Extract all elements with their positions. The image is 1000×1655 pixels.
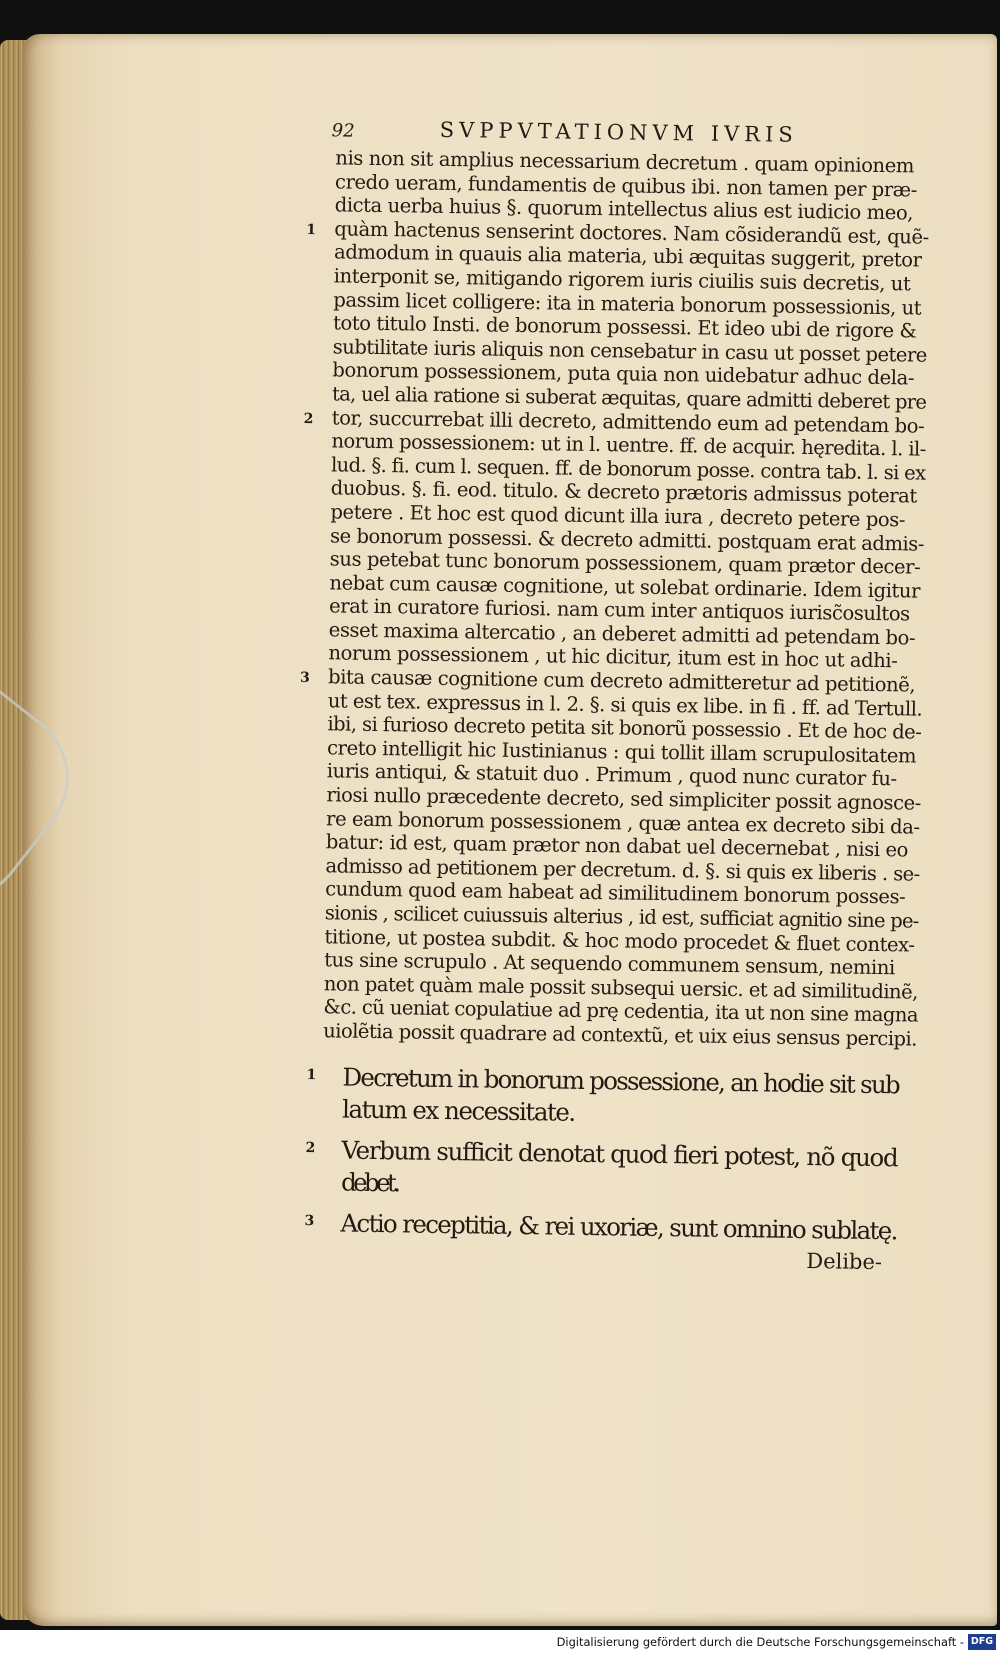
running-head: SVPPVTATIONVM IVRIS: [439, 117, 798, 147]
line-text: norum possessionem: ut in l. uentre. ff. de acquir. hęredita. l. il-: [331, 429, 926, 461]
line-text: non patet quàm male possit subsequi uersic. et ad similitudinẽ,: [323, 972, 918, 1004]
margin-number: 1: [306, 221, 316, 238]
line-text: nis non sit amplius necessarium decretum . quam opinionem: [335, 146, 915, 178]
line-text: bita causæ cognitione cum decreto admitteretur ad petitionẽ,: [327, 665, 916, 697]
line-text: dicta uerba huius §. quorum intellectus alius est iudicio meo,: [334, 193, 914, 225]
line-text: uiolẽtia possit quadrare ad contextũ, et uix eius sensus percipi.: [323, 1019, 918, 1051]
line-text: tor, succurrebat illi decreto, admittendo eum ad petendam bo-: [331, 405, 925, 438]
line-text: iuris antiqui, & statuit duo . Primum , quod nunc curator fu-: [326, 759, 897, 791]
margin-number: 2: [303, 410, 314, 427]
line-text: se bonorum possessi. & decreto admitti. postquam erat admis-: [329, 523, 925, 556]
line-text: passim licet colligere: ita in materia bonorum possessionis, ut: [333, 287, 922, 320]
note-text: debet.: [340, 1167, 398, 1197]
line-text: nebat cum causæ cognitione, ut solebat ordinarie. Idem igitur: [329, 571, 921, 603]
note-number: 2: [305, 1139, 316, 1156]
line-text: toto titulo Insti. de bonorum possessi. Et ideo ubi de rigore &: [332, 311, 917, 343]
line-text: sus petebat tunc bonorum possessionem, quam prætor decer-: [329, 547, 921, 579]
line-text: sionis , scilicet cuiussuis alterius , id est, sufficiat agnitio sine pe-: [324, 901, 919, 933]
side-notes-block: [300, 1061, 916, 1248]
note-text: Verbum sufficit denotat quod fieri potest, nõ quod: [341, 1135, 898, 1172]
note-text: Actio receptitia, & rei uxoriæ, sunt omnino sublatę.: [340, 1208, 897, 1245]
printed-page: [294, 112, 930, 1274]
line-text: quàm hactenus senserint doctores. Nam cõsiderandũ est, quẽ-: [334, 217, 929, 249]
line-text: erat in curatore furiosi. nam cum inter antiquos iurisc̃osultos: [328, 594, 910, 626]
line-text: petere . Et hoc est quod dicunt illa iura , decreto petere pos-: [330, 500, 906, 532]
line-text: esset maxima altercatio , an deberet admitti ad petendam bo-: [328, 618, 916, 650]
note-item: [300, 1207, 914, 1248]
line-text: norum possessionem , ut hic dicitur, itum est in hoc ut adhi-: [328, 641, 898, 673]
digitization-credit-bar: [0, 1630, 1000, 1655]
line-text: subtilitate iuris aliquis non censebatur in casu ut posset petere: [332, 335, 927, 367]
line-text: creto intelligit hic Iustinianus : qui tollit illam scrupulositatem: [326, 736, 917, 768]
line-text: titione, ut postea subdit. & hoc modo procedet & fluet contex-: [324, 924, 915, 957]
note-item: [301, 1134, 916, 1207]
note-text: latum ex necessitate.: [341, 1094, 575, 1127]
line-text: batur: id est, quam prætor non dabat uel decernebat , nisi eo: [325, 830, 909, 862]
main-text-block: [299, 146, 929, 1051]
line-text: admisso ad petitionem per decretum. d. §. si quis ex liberis . se-: [325, 854, 920, 886]
note-number: 1: [306, 1066, 317, 1083]
note-item: [302, 1061, 917, 1134]
line-text: riosi nullo præcedente decreto, sed simpliciter possit agnosce-: [326, 783, 921, 815]
note-text: Decretum in bonorum possessione, an hodie sit sub: [342, 1062, 900, 1099]
note-number: 3: [304, 1212, 315, 1229]
line-text: ta, uel alia ratione si suberat æquitas, quare admitti deberet pre: [331, 382, 927, 414]
dfg-logo: DFG: [968, 1634, 996, 1650]
line-text: lud. §. fi. cum l. sequen. ff. de bonorum posse. contra tab. l. si ex: [330, 453, 926, 485]
line-text: &c. cũ ueniat copulatiue ad prę cedentia, ita ut non sine magna: [323, 995, 918, 1027]
line-text: credo ueram, fundamentis de quibus ibi. non tamen per præ-: [334, 169, 918, 202]
line-text: ut est tex. expressus in l. 2. §. si quis ex libe. in fi . ff. ad Tertull.: [327, 688, 923, 721]
line-text: interponit se, mitigando rigorem iuris ciuilis suis decretis, ut: [333, 264, 911, 296]
catchword: Delibe-: [806, 1248, 883, 1274]
line-text: re eam bonorum possessionem , quæ antea ex decreto sibi da-: [325, 806, 920, 839]
line-text: duobus. §. fi. eod. titulo. & decreto prætoris admissus poterat: [330, 476, 917, 508]
line-text: cundum quod eam habeat ad similitudinem bonorum posses-: [324, 877, 906, 909]
margin-number: 3: [299, 669, 310, 687]
credit-text: Digitalisierung gefördert durch die Deutsche Forschungsgemeinschaft -: [556, 1635, 964, 1649]
folio-number: 92: [331, 120, 355, 142]
line-text: bonorum possessionem, puta quia non uidebatur adhuc dela-: [332, 358, 915, 390]
line-text: admodum in quauis alia materia, ubi æquitas suggerit, pretor: [333, 240, 922, 272]
line-text: tus sine scrupulo . At sequendo communem sensum, nemini: [324, 948, 895, 980]
line-text: ibi, si furioso decreto petita sit bonorũ possessio . Et de hoc de-: [327, 712, 922, 744]
